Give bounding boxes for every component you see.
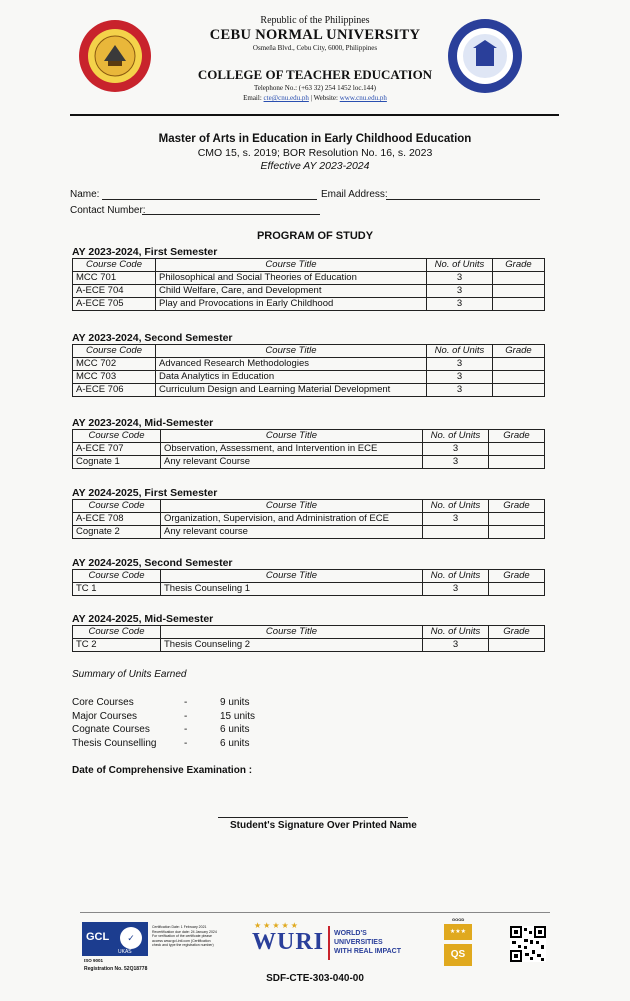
name-label: Name:: [70, 189, 100, 200]
course-units: 3: [423, 513, 489, 526]
course-code: A-ECE 706: [73, 384, 156, 397]
wuri-tagline: [334, 929, 401, 956]
summary-row: [72, 723, 292, 737]
signature-line[interactable]: [218, 817, 408, 818]
table-row: [73, 639, 545, 652]
grade-cell[interactable]: [493, 285, 545, 298]
course-code: TC 1: [73, 583, 161, 596]
course-code: TC 2: [73, 639, 161, 652]
course-code: A-ECE 704: [73, 285, 156, 298]
ukas-icon: ✓: [120, 927, 142, 949]
gcl-badge: [82, 922, 148, 956]
qs-stars-icon: ★★★: [444, 924, 472, 940]
table-row: [73, 285, 545, 298]
table-header-row: [73, 259, 545, 272]
qs-badge: QS: [444, 944, 472, 966]
grade-cell[interactable]: [489, 583, 545, 596]
wuri-stars-icon: ★★★★★: [254, 921, 300, 930]
course-code: Cognate 1: [73, 456, 161, 469]
col-units: No. of Units: [423, 570, 489, 583]
program-effective: Effective AY 2023-2024: [260, 160, 370, 172]
table-row: [73, 298, 545, 311]
grade-cell[interactable]: [489, 456, 545, 469]
semester-4: [72, 487, 544, 539]
course-code: A-ECE 707: [73, 443, 161, 456]
header-contact: [0, 94, 630, 102]
course-units: 3: [427, 298, 493, 311]
table-row: [73, 513, 545, 526]
table-header-row: [73, 570, 545, 583]
footer-rule: [80, 912, 550, 913]
course-units: 3: [423, 456, 489, 469]
cert-line: For verification of the certificate please: [152, 934, 212, 938]
col-grade: Grade: [489, 430, 545, 443]
cert-line: access www.gcl-intl.com (Certification: [152, 938, 211, 943]
col-course-code: Course Code: [73, 430, 161, 443]
table-row: [73, 384, 545, 397]
course-units: 3: [427, 358, 493, 371]
grade-cell[interactable]: [489, 513, 545, 526]
semester-5: [72, 557, 544, 596]
summary-label: Thesis Counselling: [72, 737, 157, 749]
certification-text: [152, 925, 230, 948]
col-units: No. of Units: [423, 626, 489, 639]
course-table: [72, 499, 545, 539]
grade-cell[interactable]: [489, 639, 545, 652]
header-republic: Republic of the Philippines: [260, 15, 370, 26]
course-code: A-ECE 708: [73, 513, 161, 526]
iso-label: ISO 9001: [84, 958, 104, 963]
summary-dash: -: [184, 697, 188, 708]
contact-field[interactable]: [142, 214, 320, 215]
col-course-title: Course Title: [156, 345, 427, 358]
course-title: Curriculum Design and Learning Material Development: [156, 384, 427, 397]
summary-dash: -: [184, 737, 188, 749]
wuri-tag-2: UNIVERSITIES: [334, 939, 383, 946]
summary-title: Summary of Units Earned: [72, 669, 187, 680]
col-units: No. of Units: [427, 259, 493, 272]
signature-label: Student's Signature Over Printed Name: [230, 820, 417, 831]
course-title: Data Analytics in Education: [156, 371, 427, 384]
email-address-label: Email Address:: [321, 189, 388, 200]
grade-cell[interactable]: [493, 371, 545, 384]
summary-value: 6 units: [220, 737, 250, 749]
grade-cell[interactable]: [493, 384, 545, 397]
course-units: 3: [423, 443, 489, 456]
course-units: 3: [427, 285, 493, 298]
grade-cell[interactable]: [493, 298, 545, 311]
course-units: 3: [423, 583, 489, 596]
course-code: MCC 702: [73, 358, 156, 371]
summary-label: Cognate Courses: [72, 724, 150, 735]
program-title: Master of Arts in Education in Early Childhood Education: [158, 133, 472, 145]
semester-title: AY 2024-2025, First Semester: [72, 487, 218, 499]
course-table: [72, 258, 545, 311]
col-course-code: Course Code: [73, 626, 161, 639]
col-course-code: Course Code: [73, 259, 156, 272]
website-label: | Website:: [310, 94, 338, 102]
course-code: MCC 701: [73, 272, 156, 285]
course-table: [72, 344, 545, 397]
course-table: [72, 625, 545, 652]
col-course-title: Course Title: [161, 500, 423, 513]
col-units: No. of Units: [427, 345, 493, 358]
course-units: 3: [427, 272, 493, 285]
col-course-title: Course Title: [161, 570, 423, 583]
summary-dash: -: [184, 724, 188, 735]
course-code: MCC 703: [73, 371, 156, 384]
wuri-divider: [328, 926, 330, 960]
col-grade: Grade: [493, 345, 545, 358]
summary-list: [72, 696, 292, 750]
contact-label: Contact Number:: [70, 205, 146, 216]
table-header-row: [73, 345, 545, 358]
col-course-title: Course Title: [161, 626, 423, 639]
qs-top-label: GOOD: [452, 917, 465, 922]
semester-2: [72, 332, 544, 397]
course-title: Philosophical and Social Theories of Education: [156, 272, 427, 285]
semester-6: [72, 613, 544, 652]
qr-code-icon[interactable]: [510, 926, 546, 962]
semester-title: AY 2023-2024, First Semester: [72, 246, 218, 258]
name-field[interactable]: [102, 199, 317, 200]
semester-title: AY 2023-2024, Mid-Semester: [72, 417, 214, 429]
summary-value: 9 units: [220, 697, 250, 708]
table-row: [73, 456, 545, 469]
summary-dash: -: [184, 710, 188, 722]
header-telephone: Telephone No.: (+63 32) 254 1452 loc.144): [253, 84, 377, 92]
email-label: Email:: [243, 94, 262, 102]
semester-title: AY 2024-2025, Mid-Semester: [72, 613, 214, 625]
col-units: No. of Units: [423, 500, 489, 513]
course-units: 3: [423, 639, 489, 652]
wuri-tag-3: WITH REAL IMPACT: [334, 948, 402, 955]
course-code: Cognate 2: [73, 526, 161, 539]
header-rule: [70, 114, 559, 116]
email-link[interactable]: cte@cnu.edu.ph: [263, 94, 309, 102]
wuri-logo: WURI: [252, 929, 325, 955]
course-title: Organization, Supervision, and Administration of ECE: [161, 513, 423, 526]
col-course-code: Course Code: [73, 345, 156, 358]
course-title: Thesis Counseling 1: [161, 583, 423, 596]
cert-line: Recertification due date: 24 January 2024: [152, 929, 217, 934]
table-row: [73, 443, 545, 456]
ukas-text: UKAS: [118, 949, 132, 955]
semester-3: [72, 417, 544, 469]
col-course-code: Course Code: [73, 570, 161, 583]
summary-label: Major Courses: [72, 710, 138, 722]
col-course-code: Course Code: [73, 500, 161, 513]
course-units: 3: [427, 371, 493, 384]
course-title: Child Welfare, Care, and Development: [156, 285, 427, 298]
semester-title: AY 2024-2025, Second Semester: [72, 557, 233, 569]
course-title: Play and Provocations in Early Childhood: [156, 298, 427, 311]
summary-row: [72, 737, 292, 751]
grade-cell[interactable]: [493, 358, 545, 371]
course-title: Any relevant course: [161, 526, 423, 539]
col-grade: Grade: [489, 500, 545, 513]
course-title: Thesis Counseling 2: [161, 639, 423, 652]
table-row: [73, 272, 545, 285]
table-row: [73, 583, 545, 596]
cert-line: check and type the registration number): [152, 943, 214, 947]
table-header-row: [73, 626, 545, 639]
table-row: [73, 526, 545, 539]
grade-cell[interactable]: [489, 443, 545, 456]
col-grade: Grade: [489, 570, 545, 583]
wuri-tag-1: WORLD'S: [334, 930, 367, 937]
website-link[interactable]: www.cnu.edu.ph: [339, 94, 387, 102]
course-title: Any relevant Course: [161, 456, 423, 469]
email-address-field[interactable]: [386, 199, 540, 200]
gcl-text: GCL: [86, 931, 110, 943]
table-header-row: [73, 430, 545, 443]
col-course-title: Course Title: [156, 259, 427, 272]
course-units: 3: [427, 384, 493, 397]
cert-line: Certification Date: 1 February 2021: [152, 925, 207, 929]
program-cmo: CMO 15, s. 2019; BOR Resolution No. 16, s. 2023: [197, 147, 433, 159]
semester-1: [72, 246, 544, 311]
col-grade: Grade: [489, 626, 545, 639]
grade-cell[interactable]: [489, 526, 545, 539]
course-units: [423, 526, 489, 539]
course-code: A-ECE 705: [73, 298, 156, 311]
summary-row: [72, 696, 292, 710]
header-college: COLLEGE OF TEACHER EDUCATION: [197, 67, 433, 82]
course-title: Advanced Research Methodologies: [156, 358, 427, 371]
col-units: No. of Units: [423, 430, 489, 443]
summary-label: Core Courses: [72, 697, 134, 708]
col-course-title: Course Title: [161, 430, 423, 443]
registration-label: Registration No. 52Q18778: [84, 966, 148, 972]
exam-label: Date of Comprehensive Examination :: [72, 765, 253, 776]
course-table: [72, 429, 545, 469]
course-table: [72, 569, 545, 596]
summary-value: 15 units: [220, 710, 256, 722]
table-row: [73, 371, 545, 384]
col-grade: Grade: [493, 259, 545, 272]
header-address: Osmeña Blvd., Cebu City, 6000, Philippines: [252, 44, 378, 52]
course-title: Observation, Assessment, and Intervention in ECE: [161, 443, 423, 456]
document-code: SDF-CTE-303-040-00: [266, 973, 364, 984]
section-title: PROGRAM OF STUDY: [256, 230, 374, 242]
table-row: [73, 358, 545, 371]
summary-row: [72, 710, 292, 724]
summary-value: 6 units: [220, 724, 250, 735]
semester-title: AY 2023-2024, Second Semester: [72, 332, 233, 344]
grade-cell[interactable]: [493, 272, 545, 285]
header-university: CEBU NORMAL UNIVERSITY: [209, 27, 421, 43]
table-header-row: [73, 500, 545, 513]
